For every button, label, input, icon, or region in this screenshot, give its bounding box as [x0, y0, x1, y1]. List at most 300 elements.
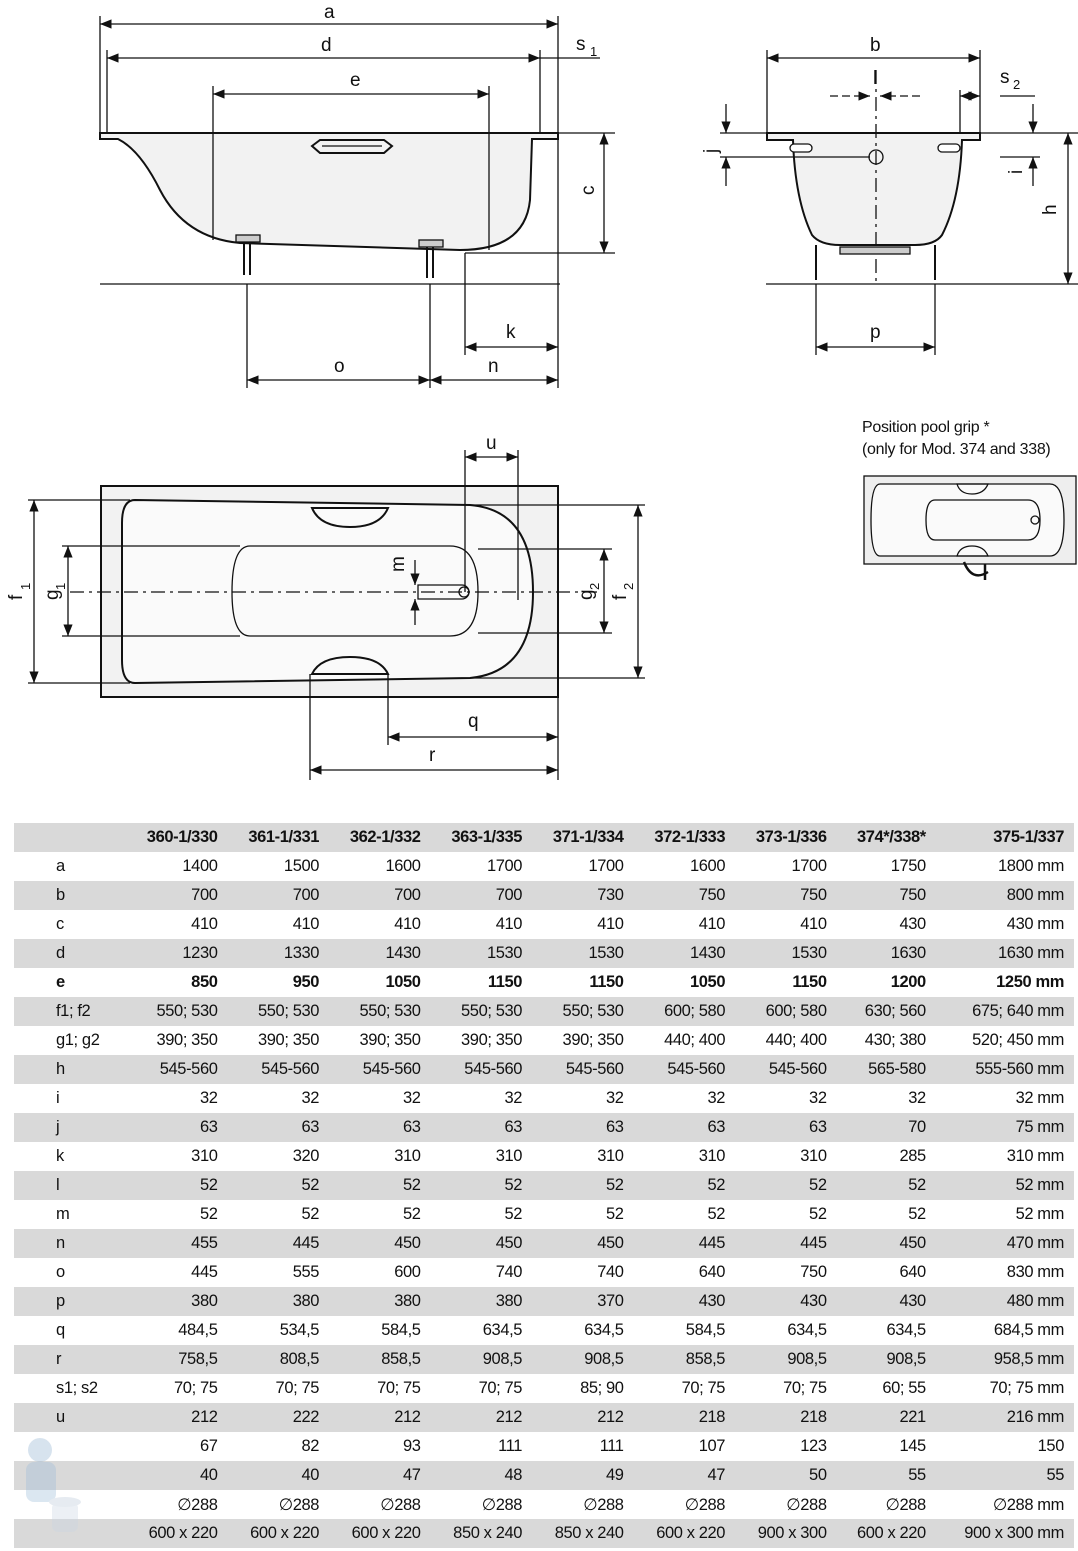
label-r: r — [429, 745, 436, 766]
label-g1-sub: 1 — [53, 582, 68, 590]
table-cell: 32 — [908, 1089, 926, 1107]
table-cell: 700 — [394, 886, 421, 904]
table-cell: 63 — [504, 1118, 523, 1136]
table-cell: 1600 — [689, 857, 726, 875]
table-cell: 684,5 mm — [993, 1321, 1064, 1339]
table-cell: 48 — [504, 1466, 523, 1484]
table-cell: 600 x 220 — [351, 1524, 421, 1542]
table-cell: 370 — [597, 1292, 624, 1310]
header-label-cell — [14, 823, 126, 852]
table-cell: 634,5 — [787, 1321, 827, 1339]
plumber-watermark-icon — [8, 1432, 88, 1542]
table-cell: 550; 530 — [258, 1002, 320, 1020]
table-row — [14, 1026, 1074, 1055]
table-cell: 1700 — [588, 857, 624, 875]
table-cell: 67 — [199, 1437, 218, 1455]
table-cell: 93 — [402, 1437, 421, 1455]
table-cell: ∅288 — [380, 1495, 421, 1514]
row-label: u — [56, 1408, 65, 1426]
row-label: h — [56, 1060, 65, 1078]
row-label: s1; s2 — [56, 1379, 98, 1397]
row-label: m — [56, 1205, 70, 1223]
table-cell: 750 — [899, 886, 926, 904]
table-cell: 52 — [707, 1176, 726, 1194]
table-cell: 484,5 — [178, 1321, 218, 1339]
label-p: p — [870, 322, 881, 343]
label-f1: f — [6, 594, 27, 600]
table-cell: 445 — [191, 1263, 218, 1281]
table-row — [14, 939, 1074, 968]
table-cell: 212 — [597, 1408, 624, 1426]
table-cell: 52 mm — [1015, 1205, 1064, 1223]
table-cell: 32 mm — [1015, 1089, 1064, 1107]
top-view — [28, 450, 645, 780]
label-s1: s — [576, 34, 586, 55]
table-cell: 808,5 — [279, 1350, 320, 1368]
table-row — [14, 1432, 1074, 1461]
table-cell: 63 — [402, 1118, 421, 1136]
table-cell: 700 — [495, 886, 523, 904]
table-cell: 410 — [597, 915, 624, 933]
table-cell: 52 — [809, 1176, 827, 1194]
table-cell: 1800 mm — [998, 857, 1064, 875]
label-f2: f — [610, 594, 631, 600]
table-cell: 55 — [908, 1466, 926, 1484]
table-cell: 430 — [698, 1292, 726, 1310]
table-cell: 52 — [908, 1205, 926, 1223]
table-cell: 111 — [599, 1437, 624, 1455]
table-cell: 1750 — [890, 857, 926, 875]
table-cell: 107 — [698, 1437, 726, 1455]
row-label: d — [56, 944, 65, 962]
label-j: j — [701, 148, 722, 153]
table-row — [14, 1200, 1074, 1229]
table-cell: 750 — [800, 1263, 827, 1281]
table-cell: 70; 75 — [377, 1379, 421, 1397]
table-cell: 640 — [899, 1263, 926, 1281]
table-cell: 545-560 — [159, 1060, 218, 1078]
table-cell: 222 — [292, 1408, 320, 1426]
table-cell: 455 — [191, 1234, 218, 1252]
header-model-cell: 362-1/332 — [349, 828, 421, 846]
table-cell: 52 mm — [1015, 1176, 1064, 1194]
table-cell: 675; 640 mm — [972, 1002, 1064, 1020]
table-row — [14, 852, 1074, 881]
label-a: a — [324, 2, 335, 23]
label-u: u — [486, 433, 497, 454]
label-d: d — [321, 35, 332, 56]
label-e: e — [350, 70, 361, 91]
row-label: k — [56, 1147, 64, 1165]
table-cell: 550; 530 — [562, 1002, 624, 1020]
header-model-cell: 372-1/333 — [654, 828, 726, 846]
table-cell: 310 — [597, 1147, 624, 1165]
table-cell: 1200 — [890, 973, 926, 991]
table-cell: 1630 — [890, 944, 926, 962]
label-g2-sub: 2 — [587, 582, 602, 590]
table-cell: 52 — [402, 1205, 421, 1223]
table-cell: 32 — [809, 1089, 827, 1107]
table-cell: 70; 75 — [275, 1379, 320, 1397]
table-cell: 545-560 — [768, 1060, 827, 1078]
table-cell: 600; 580 — [765, 1002, 827, 1020]
table-cell: 63 — [809, 1118, 827, 1136]
table-cell: 52 — [301, 1176, 320, 1194]
label-n: n — [488, 356, 499, 377]
table-cell: 218 — [698, 1408, 726, 1426]
table-cell: 430 — [899, 915, 926, 933]
table-cell: 52 — [606, 1176, 624, 1194]
row-label: c — [56, 915, 64, 933]
table-cell: 49 — [606, 1466, 624, 1484]
table-cell: 390; 350 — [156, 1031, 218, 1049]
table-cell: 858,5 — [685, 1350, 726, 1368]
table-cell: 1700 — [486, 857, 523, 875]
table-cell: 55 — [1046, 1466, 1064, 1484]
table-cell: 50 — [809, 1466, 827, 1484]
table-cell: 470 mm — [1006, 1234, 1064, 1252]
table-cell: 70; 75 — [174, 1379, 218, 1397]
table-cell: 1150 — [589, 973, 624, 991]
label-q: q — [468, 711, 479, 732]
table-cell: 1530 — [791, 944, 827, 962]
table-cell: 450 — [495, 1234, 523, 1252]
header-model-cell: 375-1/337 — [993, 828, 1064, 846]
table-cell: 52 — [908, 1176, 926, 1194]
table-cell: 1050 — [689, 973, 726, 991]
table-cell: 534,5 — [279, 1321, 320, 1339]
table-cell: 52 — [199, 1176, 218, 1194]
table-cell: 47 — [707, 1466, 726, 1484]
table-cell: 380 — [394, 1292, 421, 1310]
table-cell: 450 — [597, 1234, 624, 1252]
table-cell: 740 — [495, 1263, 523, 1281]
table-cell: 1230 — [182, 944, 218, 962]
table-cell: 85; 90 — [580, 1379, 624, 1397]
table-cell: 218 — [800, 1408, 827, 1426]
table-row — [14, 1345, 1074, 1374]
table-cell: 52 — [199, 1205, 218, 1223]
table-cell: 600; 580 — [664, 1002, 726, 1020]
table-cell: 430 — [899, 1292, 926, 1310]
table-cell: 70 — [908, 1118, 926, 1136]
table-cell: 900 x 300 mm — [964, 1524, 1064, 1542]
label-b: b — [870, 35, 881, 56]
table-cell: 900 x 300 — [757, 1524, 827, 1542]
table-cell: 550; 530 — [461, 1002, 523, 1020]
table-cell: 545-560 — [464, 1060, 523, 1078]
table-cell: 1600 — [385, 857, 421, 875]
pool-grip-note — [862, 417, 1050, 461]
table-cell: 32 — [504, 1089, 523, 1107]
table-cell: 150 — [1037, 1437, 1064, 1455]
table-row — [14, 997, 1074, 1026]
pool-grip-view — [864, 476, 1076, 580]
table-cell: ∅288 — [177, 1495, 218, 1514]
table-cell: 630; 560 — [864, 1002, 926, 1020]
table-cell: 216 mm — [1006, 1408, 1064, 1426]
table-cell: 380 — [495, 1292, 523, 1310]
header-model-cell: 363-1/335 — [451, 828, 523, 846]
table-cell: 52 — [504, 1176, 523, 1194]
table-cell: 550; 530 — [359, 1002, 421, 1020]
header-model-cell: 361-1/331 — [248, 828, 320, 846]
table-cell: 545-560 — [362, 1060, 421, 1078]
table-cell: 908,5 — [482, 1350, 523, 1368]
table-cell: ∅288 — [885, 1495, 926, 1514]
table-cell: 390; 350 — [461, 1031, 523, 1049]
table-cell: 212 — [191, 1408, 218, 1426]
table-row — [14, 1374, 1074, 1403]
dimensions-table — [14, 823, 1074, 1548]
note-line-1: Position pool grip * — [862, 419, 990, 436]
table-cell: 440; 400 — [664, 1031, 726, 1049]
table-cell: 850 x 240 — [453, 1524, 523, 1542]
table-cell: 40 — [301, 1466, 320, 1484]
table-cell: 212 — [495, 1408, 523, 1426]
table-cell: 52 — [809, 1205, 827, 1223]
table-cell: 445 — [800, 1234, 827, 1252]
table-cell: 111 — [498, 1437, 523, 1455]
table-cell: 310 mm — [1006, 1147, 1064, 1165]
label-f2-sub: 2 — [621, 582, 636, 590]
table-cell: 600 x 220 — [856, 1524, 926, 1542]
table-row — [14, 1287, 1074, 1316]
table-row — [14, 1461, 1074, 1490]
table-cell: 958,5 mm — [993, 1350, 1064, 1368]
table-cell: 1500 — [283, 857, 320, 875]
table-cell: 700 — [292, 886, 320, 904]
table-cell: 63 — [707, 1118, 726, 1136]
table-cell: 520; 450 mm — [972, 1031, 1064, 1049]
table-cell: 700 — [191, 886, 218, 904]
table-cell: 1330 — [283, 944, 320, 962]
table-cell: 1630 mm — [998, 944, 1064, 962]
row-label: o — [56, 1263, 65, 1281]
table-cell: 758,5 — [178, 1350, 218, 1368]
table-cell: 750 — [698, 886, 726, 904]
table-cell: 70; 75 — [681, 1379, 726, 1397]
label-o: o — [334, 356, 345, 377]
table-cell: 430; 380 — [864, 1031, 926, 1049]
table-row — [14, 881, 1074, 910]
table-cell: 1400 — [182, 857, 218, 875]
row-label: q — [56, 1321, 65, 1339]
table-cell: 1430 — [689, 944, 726, 962]
header-model-cell: 360-1/330 — [146, 828, 218, 846]
label-g2: g — [576, 589, 597, 600]
table-row — [14, 1113, 1074, 1142]
table-cell: 70; 75 — [478, 1379, 523, 1397]
table-cell: 450 — [394, 1234, 421, 1252]
table-cell: 390; 350 — [562, 1031, 624, 1049]
table-cell: 1250 mm — [996, 973, 1064, 991]
table-cell: ∅288 — [684, 1495, 726, 1514]
label-f1-sub: 1 — [18, 582, 33, 590]
table-cell: 800 mm — [1006, 886, 1064, 904]
row-label: j — [56, 1118, 60, 1136]
note-line-2: (only for Mod. 374 and 338) — [862, 441, 1051, 458]
table-cell: ∅288 — [481, 1495, 523, 1514]
table-cell: 32 — [301, 1089, 320, 1107]
table-cell: 430 mm — [1006, 915, 1064, 933]
table-cell: 52 — [606, 1205, 624, 1223]
table-cell: 32 — [402, 1089, 421, 1107]
table-cell: 410 — [698, 915, 726, 933]
table-cell: 1050 — [385, 973, 421, 991]
table-cell: 445 — [292, 1234, 320, 1252]
table-cell: 440; 400 — [765, 1031, 827, 1049]
table-row — [14, 1490, 1074, 1519]
label-s1-sub: 1 — [590, 44, 598, 59]
table-row — [14, 1316, 1074, 1345]
row-label: b — [56, 886, 65, 904]
table-cell: 390; 350 — [359, 1031, 421, 1049]
table-cell: 430 — [800, 1292, 827, 1310]
table-cell: 310 — [800, 1147, 827, 1165]
table-cell: 750 — [800, 886, 827, 904]
table-cell: 634,5 — [482, 1321, 523, 1339]
row-label: f1; f2 — [56, 1002, 91, 1020]
table-cell: 550; 530 — [156, 1002, 218, 1020]
table-cell: 70; 75 — [783, 1379, 827, 1397]
row-label: g1; g2 — [56, 1031, 100, 1049]
table-cell: 640 — [698, 1263, 726, 1281]
table-cell: ∅288 — [786, 1495, 827, 1514]
table-cell: 40 — [199, 1466, 218, 1484]
table-cell: 858,5 — [381, 1350, 421, 1368]
table-cell: 310 — [495, 1147, 523, 1165]
table-cell: 52 — [301, 1205, 320, 1223]
table-row — [14, 1171, 1074, 1200]
table-cell: 82 — [301, 1437, 320, 1455]
table-cell: 75 mm — [1015, 1118, 1064, 1136]
table-cell: 555-560 mm — [975, 1060, 1064, 1078]
label-m: m — [388, 556, 409, 572]
table-cell: 584,5 — [685, 1321, 726, 1339]
table-cell: 212 — [394, 1408, 421, 1426]
table-cell: 908,5 — [886, 1350, 926, 1368]
table-cell: 1150 — [792, 973, 827, 991]
table-cell: 63 — [199, 1118, 218, 1136]
table-cell: 545-560 — [261, 1060, 320, 1078]
table-cell: 52 — [707, 1205, 726, 1223]
table-cell: 1700 — [791, 857, 827, 875]
label-h: h — [1040, 204, 1061, 215]
table-cell: 730 — [597, 886, 624, 904]
table-row — [14, 1055, 1074, 1084]
row-label: n — [56, 1234, 65, 1252]
row-label: p — [56, 1292, 65, 1310]
table-row — [14, 1084, 1074, 1113]
table-cell: 850 x 240 — [554, 1524, 624, 1542]
table-cell: 47 — [402, 1466, 421, 1484]
table-cell: 908,5 — [787, 1350, 827, 1368]
table-cell: 634,5 — [886, 1321, 926, 1339]
table-cell: 310 — [698, 1147, 726, 1165]
table-cell: 600 x 220 — [656, 1524, 726, 1542]
table-cell: 63 — [606, 1118, 624, 1136]
header-model-cell: 374*/338* — [856, 828, 926, 846]
table-header-row — [14, 823, 1074, 852]
table-cell: 850 — [191, 973, 218, 991]
end-view — [720, 50, 1078, 355]
table-cell: 445 — [698, 1234, 726, 1252]
table-cell: 600 — [394, 1263, 421, 1281]
table-cell: 123 — [800, 1437, 827, 1455]
row-label: r — [56, 1350, 62, 1368]
table-cell: 32 — [707, 1089, 726, 1107]
label-s2-sub: 2 — [1013, 77, 1021, 92]
row-label: e — [56, 973, 65, 991]
table-cell: ∅288 — [278, 1495, 320, 1514]
table-cell: 320 — [292, 1147, 320, 1165]
table-cell: 60; 55 — [882, 1379, 926, 1397]
row-label: i — [56, 1089, 60, 1107]
header-model-cell: 371-1/334 — [552, 828, 624, 846]
table-cell: 32 — [199, 1089, 218, 1107]
row-label: l — [56, 1176, 60, 1194]
table-cell: 565-580 — [868, 1060, 926, 1078]
table-cell: 600 x 220 — [250, 1524, 320, 1542]
table-cell: ∅288 mm — [992, 1495, 1064, 1514]
table-cell: 634,5 — [584, 1321, 624, 1339]
table-cell: 600 x 220 — [148, 1524, 218, 1542]
table-cell: 221 — [899, 1408, 926, 1426]
table-cell: 740 — [597, 1263, 624, 1281]
label-l: l — [873, 68, 878, 89]
table-row — [14, 968, 1074, 997]
table-cell: 32 — [606, 1089, 624, 1107]
label-c: c — [578, 185, 599, 195]
table-row — [14, 1403, 1074, 1432]
table-cell: 410 — [800, 915, 827, 933]
table-cell: 545-560 — [667, 1060, 726, 1078]
table-row — [14, 910, 1074, 939]
table-cell: 555 — [292, 1263, 320, 1281]
table-cell: 830 mm — [1006, 1263, 1064, 1281]
table-row — [14, 1142, 1074, 1171]
label-g1: g — [42, 589, 63, 600]
label-k: k — [506, 322, 516, 343]
table-cell: 908,5 — [584, 1350, 624, 1368]
table-cell: 450 — [899, 1234, 926, 1252]
table-row — [14, 1258, 1074, 1287]
table-cell: 310 — [191, 1147, 218, 1165]
table-cell: 950 — [292, 973, 320, 991]
table-cell: 145 — [899, 1437, 926, 1455]
table-cell: 1530 — [486, 944, 523, 962]
table-cell: 380 — [292, 1292, 320, 1310]
table-cell: 1430 — [385, 944, 421, 962]
table-cell: 1150 — [487, 973, 523, 991]
table-cell: 545-560 — [565, 1060, 624, 1078]
table-cell: 410 — [495, 915, 523, 933]
table-row — [14, 1229, 1074, 1258]
table-cell: 285 — [899, 1147, 926, 1165]
label-s2: s — [1000, 67, 1010, 88]
table-cell: 70; 75 mm — [989, 1379, 1064, 1397]
row-label: a — [56, 857, 65, 875]
table-row — [14, 1519, 1074, 1548]
table-cell: 63 — [301, 1118, 320, 1136]
table-cell: 410 — [292, 915, 320, 933]
table-cell: 380 — [191, 1292, 218, 1310]
header-model-cell: 373-1/336 — [755, 828, 827, 846]
table-cell: 1530 — [588, 944, 624, 962]
table-cell: 52 — [504, 1205, 523, 1223]
table-cell: 410 — [191, 915, 218, 933]
